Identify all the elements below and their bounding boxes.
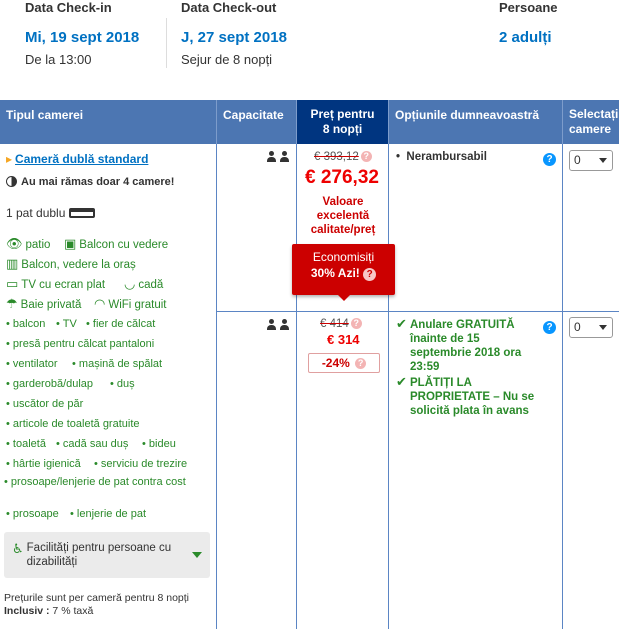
new-price: € 276,32 (305, 167, 379, 188)
facility-bullet: • toaletă (6, 438, 46, 450)
facility-label: articole de toaletă gratuite (12, 418, 140, 430)
savings-pct: 30% Azi! (310, 266, 360, 280)
price-footnote (4, 592, 189, 618)
old-price (314, 151, 372, 163)
facility-label: lenjerie de pat (76, 508, 147, 520)
facility-item (64, 236, 168, 252)
question-icon[interactable]: ? (363, 268, 376, 281)
discount-badge (308, 353, 380, 373)
facility-label: patio (25, 239, 51, 251)
value-label: Valoare excelentă calitate/preț (310, 196, 376, 236)
facility-bullet: • lenjerie de pat (70, 508, 147, 520)
bed-icon (69, 208, 95, 218)
scarcity-text: Au mai rămas doar 4 camere! (21, 176, 175, 188)
old-price-value: € 393,12 (314, 151, 359, 163)
check-icon: ✔ (396, 316, 407, 331)
facility-label: prosoape/lenjerie de pat contra cost (10, 476, 186, 488)
facility-label: TV (62, 318, 77, 330)
option-text: Nerambursabil (406, 151, 487, 163)
header-select (563, 100, 619, 144)
facility-bullet: • presă pentru călcat pantaloni (6, 338, 155, 350)
header-price-line2: 8 nopți (322, 122, 363, 136)
person-icon (266, 319, 277, 330)
room-name-link[interactable] (6, 152, 148, 166)
option-free-cancel (396, 316, 538, 374)
eye-icon: 👁 (6, 236, 23, 251)
footnote-bold: Inclusiv : (4, 605, 50, 617)
savings-badge (292, 244, 395, 295)
person-icon (279, 319, 290, 330)
facility-label: bideu (148, 438, 176, 450)
bed-text: 1 pat dublu (6, 206, 66, 220)
facility-label: fier de călcat (92, 318, 156, 330)
facility-label: Baie privată (20, 299, 82, 311)
option-pay-at-property (396, 374, 550, 418)
rooms-select-value: 0 (574, 320, 581, 334)
image-icon: ▣ (64, 236, 77, 251)
option-text: Anulare GRATUITĂ înainte de 15 septembrie 2018 ora 23:59 (410, 319, 522, 373)
info-icon[interactable]: ? (543, 153, 556, 166)
grid-line (296, 144, 297, 629)
guests-block (499, 0, 558, 46)
facility-label: Balcon, vedere la oraș (21, 259, 136, 271)
facility-bullet: • cadă sau duș (56, 438, 129, 450)
facility-bullet: • prosoape (6, 508, 59, 520)
question-icon[interactable]: ? (361, 151, 372, 162)
accessibility-label: Facilități pentru persoane cu dizabilități (26, 542, 172, 568)
savings-line1: Economisiți (312, 250, 375, 264)
header-select-line1: Selectați (569, 107, 619, 121)
person-icon (266, 151, 277, 162)
checkout-block (181, 0, 287, 67)
summary-divider (166, 18, 167, 68)
facility-bullet: • articole de toaletă gratuite (6, 418, 140, 430)
facility-bullet: • mașină de spălat (72, 358, 163, 370)
room-name[interactable]: Cameră dublă standard (15, 152, 149, 166)
checkin-date[interactable]: Mi, 19 sept 2018 (25, 29, 140, 46)
guests-value[interactable]: 2 adulți (499, 29, 552, 46)
question-icon[interactable]: ? (355, 358, 366, 369)
discount-value: -24% (321, 356, 350, 370)
header-price-line1: Preț pentru (310, 107, 375, 121)
bathtub-icon: ◡ (124, 276, 136, 291)
facility-bullet: • fier de călcat (86, 318, 156, 330)
facility-label: cadă sau duș (62, 438, 129, 450)
facility-bullet: • hârtie igienică (6, 458, 81, 470)
facility-bullet: • TV (56, 318, 77, 330)
guests-label: Persoane (499, 0, 558, 15)
grid-line (562, 144, 563, 629)
facility-item (94, 296, 167, 312)
rooms-select[interactable] (569, 150, 613, 171)
facility-label: presă pentru călcat pantaloni (12, 338, 155, 350)
new-price: € 314 (327, 332, 360, 347)
checkin-block (25, 0, 139, 67)
facility-bullet: • prosoape/lenjerie de pat contra cost (4, 476, 186, 488)
checkout-label: Data Check-out (181, 0, 277, 15)
scarcity-notice (6, 176, 174, 188)
facility-label: cadă (138, 279, 164, 291)
facility-label: TV cu ecran plat (21, 279, 106, 291)
old-price (320, 318, 362, 330)
grid-line (388, 144, 389, 629)
footnote-rest: 7 % taxă (49, 605, 94, 617)
facility-label: garderobă/dulap (12, 378, 94, 390)
savings-line2 (292, 266, 395, 281)
checkin-label: Data Check-in (25, 0, 112, 15)
header-price (297, 100, 389, 144)
capacity-2-adults (266, 318, 292, 333)
facility-item (6, 296, 81, 312)
facility-item (6, 256, 136, 272)
grid-line (216, 144, 217, 629)
header-select-line2: camere (569, 122, 612, 136)
facility-label: hârtie igienică (12, 458, 81, 470)
footnote-line2 (4, 605, 189, 618)
option-nonrefundable: • Nerambursabil (396, 151, 487, 163)
wheelchair-icon: ♿ (12, 541, 24, 556)
rooms-select[interactable] (569, 317, 613, 338)
chevron-down-icon (599, 325, 607, 330)
facility-label: mașină de spălat (78, 358, 163, 370)
shower-icon: ☂ (6, 296, 18, 311)
booking-summary (0, 0, 619, 100)
rooms-select-value: 0 (574, 153, 581, 167)
facility-item (6, 236, 50, 252)
checkin-time: De la 13:00 (25, 52, 92, 67)
old-price-value: € 414 (320, 318, 349, 330)
facility-label: uscător de păr (12, 398, 84, 410)
header-room-type: Tipul camerei (0, 100, 217, 144)
footnote-line1: Prețurile sunt per cameră pentru 8 nopți (4, 592, 190, 604)
facility-label: toaletă (12, 438, 46, 450)
facility-bullet: • duș (110, 378, 135, 390)
chevron-down-icon (599, 158, 607, 163)
clock-icon (6, 176, 17, 187)
facility-item (6, 276, 105, 292)
checkout-stay: Sejur de 8 nopți (181, 52, 273, 67)
rooms-table-header (0, 100, 619, 144)
header-options: Opțiunile dumneavoastră (389, 100, 563, 144)
facility-bullet: • uscător de păr (6, 398, 84, 410)
chevron-down-icon (192, 552, 202, 558)
person-icon (279, 151, 290, 162)
grid-line (216, 311, 619, 312)
wifi-icon: ◠ (94, 296, 106, 311)
capacity-2-adults (266, 150, 292, 165)
facility-bullet: • serviciu de trezire (94, 458, 188, 470)
facility-label: prosoape (12, 508, 59, 520)
header-capacity: Capacitate (217, 100, 297, 144)
bed-info (6, 206, 95, 220)
facility-bullet: • bideu (142, 438, 176, 450)
facility-label: ventilator (12, 358, 58, 370)
facility-bullet: • garderobă/dulap (6, 378, 94, 390)
city-icon: ▥ (6, 256, 19, 271)
caret-right-icon: ▸ (6, 152, 13, 166)
facility-bullet: • balcon (6, 318, 46, 330)
accessibility-toggle[interactable] (4, 532, 210, 578)
facility-label: balcon (12, 318, 46, 330)
checkout-date[interactable]: J, 27 sept 2018 (181, 29, 287, 46)
facility-label: Balcon cu vedere (79, 239, 169, 251)
question-icon[interactable]: ? (351, 318, 362, 329)
facility-item (124, 276, 163, 292)
facility-label: WiFi gratuit (108, 299, 167, 311)
check-icon: ✔ (396, 374, 407, 389)
option-text: PLĂTIȚI LA PROPRIETATE – Nu se solicită plata în avans (410, 377, 535, 417)
facility-label: duș (116, 378, 135, 390)
tv-icon: ▭ (6, 276, 19, 291)
info-icon[interactable]: ? (543, 321, 556, 334)
facility-bullet: • ventilator (6, 358, 58, 370)
facility-label: serviciu de trezire (100, 458, 188, 470)
